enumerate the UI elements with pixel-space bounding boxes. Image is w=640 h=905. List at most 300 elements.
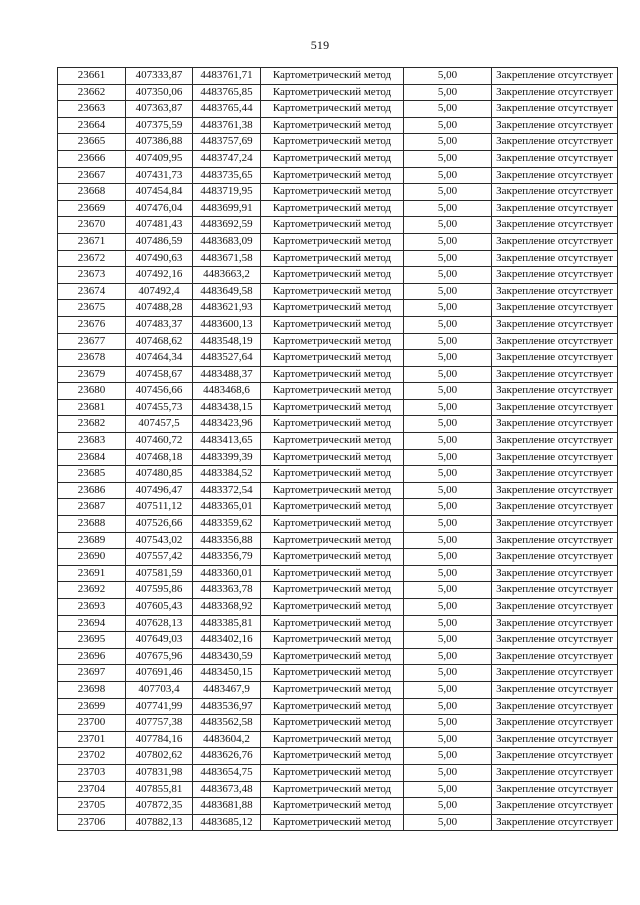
point-number-cell: 23688	[58, 516, 126, 533]
point-number-cell: 23680	[58, 383, 126, 400]
y-coordinate-cell: 4483626,76	[193, 748, 261, 765]
error-cell: 5,00	[404, 482, 492, 499]
point-number-cell: 23681	[58, 399, 126, 416]
y-coordinate-cell: 4483761,38	[193, 117, 261, 134]
method-cell: Картометрический метод	[261, 648, 404, 665]
fixation-cell: Закрепление отсутствует	[492, 383, 618, 400]
point-number-cell: 23683	[58, 433, 126, 450]
fixation-cell: Закрепление отсутствует	[492, 599, 618, 616]
fixation-cell: Закрепление отсутствует	[492, 217, 618, 234]
point-number-cell: 23698	[58, 681, 126, 698]
error-cell: 5,00	[404, 449, 492, 466]
error-cell: 5,00	[404, 681, 492, 698]
point-number-cell: 23704	[58, 781, 126, 798]
point-number-cell: 23699	[58, 698, 126, 715]
fixation-cell: Закрепление отсутствует	[492, 134, 618, 151]
x-coordinate-cell: 407455,73	[126, 399, 193, 416]
table-row	[58, 582, 618, 599]
point-number-cell: 23692	[58, 582, 126, 599]
method-cell: Картометрический метод	[261, 101, 404, 118]
fixation-cell: Закрепление отсутствует	[492, 665, 618, 682]
table-row	[58, 433, 618, 450]
y-coordinate-cell: 4483360,01	[193, 565, 261, 582]
fixation-cell: Закрепление отсутствует	[492, 350, 618, 367]
error-cell: 5,00	[404, 333, 492, 350]
y-coordinate-cell: 4483365,01	[193, 499, 261, 516]
method-cell: Картометрический метод	[261, 764, 404, 781]
method-cell: Картометрический метод	[261, 615, 404, 632]
method-cell: Картометрический метод	[261, 200, 404, 217]
table-row	[58, 316, 618, 333]
point-number-cell: 23687	[58, 499, 126, 516]
method-cell: Картометрический метод	[261, 184, 404, 201]
error-cell: 5,00	[404, 117, 492, 134]
point-number-cell: 23701	[58, 731, 126, 748]
method-cell: Картометрический метод	[261, 665, 404, 682]
fixation-cell: Закрепление отсутствует	[492, 84, 618, 101]
x-coordinate-cell: 407872,35	[126, 798, 193, 815]
point-number-cell: 23663	[58, 101, 126, 118]
error-cell: 5,00	[404, 532, 492, 549]
point-number-cell: 23664	[58, 117, 126, 134]
y-coordinate-cell: 4483438,15	[193, 399, 261, 416]
point-number-cell: 23686	[58, 482, 126, 499]
table-row	[58, 134, 618, 151]
method-cell: Картометрический метод	[261, 316, 404, 333]
error-cell: 5,00	[404, 433, 492, 450]
point-number-cell: 23700	[58, 715, 126, 732]
method-cell: Картометрический метод	[261, 698, 404, 715]
fixation-cell: Закрепление отсутствует	[492, 300, 618, 317]
fixation-cell: Закрепление отсутствует	[492, 516, 618, 533]
method-cell: Картометрический метод	[261, 748, 404, 765]
x-coordinate-cell: 407488,28	[126, 300, 193, 317]
table-row	[58, 366, 618, 383]
fixation-cell: Закрепление отсутствует	[492, 150, 618, 167]
table-row	[58, 200, 618, 217]
point-number-cell: 23665	[58, 134, 126, 151]
fixation-cell: Закрепление отсутствует	[492, 267, 618, 284]
error-cell: 5,00	[404, 814, 492, 831]
error-cell: 5,00	[404, 731, 492, 748]
fixation-cell: Закрепление отсутствует	[492, 167, 618, 184]
y-coordinate-cell: 4483430,59	[193, 648, 261, 665]
table-row	[58, 764, 618, 781]
error-cell: 5,00	[404, 300, 492, 317]
error-cell: 5,00	[404, 499, 492, 516]
method-cell: Картометрический метод	[261, 632, 404, 649]
fixation-cell: Закрепление отсутствует	[492, 233, 618, 250]
x-coordinate-cell: 407409,95	[126, 150, 193, 167]
error-cell: 5,00	[404, 565, 492, 582]
method-cell: Картометрический метод	[261, 449, 404, 466]
error-cell: 5,00	[404, 466, 492, 483]
method-cell: Картометрический метод	[261, 68, 404, 85]
fixation-cell: Закрепление отсутствует	[492, 532, 618, 549]
method-cell: Картометрический метод	[261, 582, 404, 599]
table-row	[58, 698, 618, 715]
x-coordinate-cell: 407741,99	[126, 698, 193, 715]
fixation-cell: Закрепление отсутствует	[492, 184, 618, 201]
x-coordinate-cell: 407649,03	[126, 632, 193, 649]
fixation-cell: Закрепление отсутствует	[492, 68, 618, 85]
x-coordinate-cell: 407468,62	[126, 333, 193, 350]
point-number-cell: 23690	[58, 549, 126, 566]
x-coordinate-cell: 407481,43	[126, 217, 193, 234]
point-number-cell: 23675	[58, 300, 126, 317]
fixation-cell: Закрепление отсутствует	[492, 482, 618, 499]
fixation-cell: Закрепление отсутствует	[492, 615, 618, 632]
method-cell: Картометрический метод	[261, 499, 404, 516]
table-row	[58, 482, 618, 499]
x-coordinate-cell: 407581,59	[126, 565, 193, 582]
method-cell: Картометрический метод	[261, 366, 404, 383]
error-cell: 5,00	[404, 399, 492, 416]
x-coordinate-cell: 407363,87	[126, 101, 193, 118]
y-coordinate-cell: 4483359,62	[193, 516, 261, 533]
method-cell: Картометрический метод	[261, 399, 404, 416]
fixation-cell: Закрепление отсутствует	[492, 798, 618, 815]
table-row	[58, 532, 618, 549]
x-coordinate-cell: 407511,12	[126, 499, 193, 516]
table-row	[58, 68, 618, 85]
x-coordinate-cell: 407480,85	[126, 466, 193, 483]
point-number-cell: 23673	[58, 267, 126, 284]
error-cell: 5,00	[404, 84, 492, 101]
error-cell: 5,00	[404, 764, 492, 781]
x-coordinate-cell: 407492,4	[126, 283, 193, 300]
method-cell: Картометрический метод	[261, 516, 404, 533]
point-number-cell: 23667	[58, 167, 126, 184]
y-coordinate-cell: 4483423,96	[193, 416, 261, 433]
error-cell: 5,00	[404, 698, 492, 715]
y-coordinate-cell: 4483757,69	[193, 134, 261, 151]
x-coordinate-cell: 407526,66	[126, 516, 193, 533]
error-cell: 5,00	[404, 150, 492, 167]
error-cell: 5,00	[404, 582, 492, 599]
fixation-cell: Закрепление отсутствует	[492, 648, 618, 665]
x-coordinate-cell: 407691,46	[126, 665, 193, 682]
point-number-cell: 23694	[58, 615, 126, 632]
error-cell: 5,00	[404, 217, 492, 234]
y-coordinate-cell: 4483685,12	[193, 814, 261, 831]
table-row	[58, 599, 618, 616]
point-number-cell: 23662	[58, 84, 126, 101]
coordinates-table	[57, 67, 618, 831]
method-cell: Картометрический метод	[261, 466, 404, 483]
y-coordinate-cell: 4483356,88	[193, 532, 261, 549]
table-row	[58, 781, 618, 798]
y-coordinate-cell: 4483681,88	[193, 798, 261, 815]
fixation-cell: Закрепление отсутствует	[492, 748, 618, 765]
fixation-cell: Закрепление отсутствует	[492, 698, 618, 715]
x-coordinate-cell: 407757,38	[126, 715, 193, 732]
table-row	[58, 814, 618, 831]
x-coordinate-cell: 407855,81	[126, 781, 193, 798]
x-coordinate-cell: 407386,88	[126, 134, 193, 151]
table-row	[58, 665, 618, 682]
table-row	[58, 117, 618, 134]
fixation-cell: Закрепление отсутствует	[492, 250, 618, 267]
point-number-cell: 23685	[58, 466, 126, 483]
fixation-cell: Закрепление отсутствует	[492, 565, 618, 582]
error-cell: 5,00	[404, 101, 492, 118]
x-coordinate-cell: 407468,18	[126, 449, 193, 466]
error-cell: 5,00	[404, 68, 492, 85]
error-cell: 5,00	[404, 267, 492, 284]
y-coordinate-cell: 4483671,58	[193, 250, 261, 267]
error-cell: 5,00	[404, 316, 492, 333]
method-cell: Картометрический метод	[261, 350, 404, 367]
point-number-cell: 23672	[58, 250, 126, 267]
point-number-cell: 23671	[58, 233, 126, 250]
table-row	[58, 615, 618, 632]
point-number-cell: 23682	[58, 416, 126, 433]
method-cell: Картометрический метод	[261, 482, 404, 499]
x-coordinate-cell: 407831,98	[126, 764, 193, 781]
x-coordinate-cell: 407456,66	[126, 383, 193, 400]
page-number: 519	[310, 38, 330, 52]
fixation-cell: Закрепление отсутствует	[492, 731, 618, 748]
x-coordinate-cell: 407595,86	[126, 582, 193, 599]
error-cell: 5,00	[404, 250, 492, 267]
table-row	[58, 466, 618, 483]
error-cell: 5,00	[404, 184, 492, 201]
fixation-cell: Закрепление отсутствует	[492, 117, 618, 134]
x-coordinate-cell: 407605,43	[126, 599, 193, 616]
y-coordinate-cell: 4483468,6	[193, 383, 261, 400]
table-row	[58, 184, 618, 201]
y-coordinate-cell: 4483761,71	[193, 68, 261, 85]
error-cell: 5,00	[404, 134, 492, 151]
fixation-cell: Закрепление отсутствует	[492, 101, 618, 118]
method-cell: Картометрический метод	[261, 134, 404, 151]
error-cell: 5,00	[404, 167, 492, 184]
method-cell: Картометрический метод	[261, 433, 404, 450]
table-row	[58, 383, 618, 400]
y-coordinate-cell: 4483654,75	[193, 764, 261, 781]
x-coordinate-cell: 407460,72	[126, 433, 193, 450]
x-coordinate-cell: 407492,16	[126, 267, 193, 284]
table-row	[58, 516, 618, 533]
table-row	[58, 217, 618, 234]
error-cell: 5,00	[404, 781, 492, 798]
error-cell: 5,00	[404, 200, 492, 217]
error-cell: 5,00	[404, 798, 492, 815]
y-coordinate-cell: 4483699,91	[193, 200, 261, 217]
point-number-cell: 23679	[58, 366, 126, 383]
y-coordinate-cell: 4483621,93	[193, 300, 261, 317]
y-coordinate-cell: 4483527,64	[193, 350, 261, 367]
y-coordinate-cell: 4483692,59	[193, 217, 261, 234]
point-number-cell: 23703	[58, 764, 126, 781]
method-cell: Картометрический метод	[261, 117, 404, 134]
point-number-cell: 23691	[58, 565, 126, 582]
error-cell: 5,00	[404, 665, 492, 682]
method-cell: Картометрический метод	[261, 681, 404, 698]
table-row	[58, 350, 618, 367]
table-row	[58, 798, 618, 815]
table-row	[58, 681, 618, 698]
fixation-cell: Закрепление отсутствует	[492, 333, 618, 350]
fixation-cell: Закрепление отсутствует	[492, 781, 618, 798]
error-cell: 5,00	[404, 416, 492, 433]
table-row	[58, 632, 618, 649]
table-row	[58, 416, 618, 433]
x-coordinate-cell: 407454,84	[126, 184, 193, 201]
table-row	[58, 499, 618, 516]
error-cell: 5,00	[404, 632, 492, 649]
y-coordinate-cell: 4483363,78	[193, 582, 261, 599]
error-cell: 5,00	[404, 715, 492, 732]
x-coordinate-cell: 407333,87	[126, 68, 193, 85]
y-coordinate-cell: 4483649,58	[193, 283, 261, 300]
table-row	[58, 250, 618, 267]
method-cell: Картометрический метод	[261, 565, 404, 582]
point-number-cell: 23674	[58, 283, 126, 300]
y-coordinate-cell: 4483385,81	[193, 615, 261, 632]
method-cell: Картометрический метод	[261, 383, 404, 400]
error-cell: 5,00	[404, 516, 492, 533]
table-row	[58, 748, 618, 765]
error-cell: 5,00	[404, 599, 492, 616]
point-number-cell: 23676	[58, 316, 126, 333]
method-cell: Картометрический метод	[261, 532, 404, 549]
coordinates-table-body	[58, 68, 618, 831]
method-cell: Картометрический метод	[261, 798, 404, 815]
method-cell: Картометрический метод	[261, 781, 404, 798]
y-coordinate-cell: 4483765,44	[193, 101, 261, 118]
x-coordinate-cell: 407464,34	[126, 350, 193, 367]
fixation-cell: Закрепление отсутствует	[492, 399, 618, 416]
y-coordinate-cell: 4483600,13	[193, 316, 261, 333]
method-cell: Картометрический метод	[261, 814, 404, 831]
table-row	[58, 267, 618, 284]
y-coordinate-cell: 4483604,2	[193, 731, 261, 748]
y-coordinate-cell: 4483663,2	[193, 267, 261, 284]
x-coordinate-cell: 407802,62	[126, 748, 193, 765]
point-number-cell: 23669	[58, 200, 126, 217]
table-row	[58, 283, 618, 300]
error-cell: 5,00	[404, 648, 492, 665]
fixation-cell: Закрепление отсутствует	[492, 632, 618, 649]
y-coordinate-cell: 4483402,16	[193, 632, 261, 649]
error-cell: 5,00	[404, 233, 492, 250]
x-coordinate-cell: 407483,37	[126, 316, 193, 333]
x-coordinate-cell: 407675,96	[126, 648, 193, 665]
error-cell: 5,00	[404, 283, 492, 300]
y-coordinate-cell: 4483719,95	[193, 184, 261, 201]
fixation-cell: Закрепление отсутствует	[492, 582, 618, 599]
method-cell: Картометрический метод	[261, 217, 404, 234]
point-number-cell: 23668	[58, 184, 126, 201]
method-cell: Картометрический метод	[261, 150, 404, 167]
fixation-cell: Закрепление отсутствует	[492, 814, 618, 831]
table-row	[58, 715, 618, 732]
x-coordinate-cell: 407557,42	[126, 549, 193, 566]
fixation-cell: Закрепление отсутствует	[492, 549, 618, 566]
x-coordinate-cell: 407486,59	[126, 233, 193, 250]
table-row	[58, 150, 618, 167]
method-cell: Картометрический метод	[261, 250, 404, 267]
x-coordinate-cell: 407628,13	[126, 615, 193, 632]
y-coordinate-cell: 4483413,65	[193, 433, 261, 450]
table-row	[58, 84, 618, 101]
table-row	[58, 300, 618, 317]
point-number-cell: 23689	[58, 532, 126, 549]
table-row	[58, 565, 618, 582]
point-number-cell: 23705	[58, 798, 126, 815]
x-coordinate-cell: 407350,06	[126, 84, 193, 101]
method-cell: Картометрический метод	[261, 599, 404, 616]
x-coordinate-cell: 407496,47	[126, 482, 193, 499]
point-number-cell: 23696	[58, 648, 126, 665]
y-coordinate-cell: 4483735,65	[193, 167, 261, 184]
y-coordinate-cell: 4483747,24	[193, 150, 261, 167]
method-cell: Картометрический метод	[261, 416, 404, 433]
x-coordinate-cell: 407431,73	[126, 167, 193, 184]
method-cell: Картометрический метод	[261, 731, 404, 748]
table-row	[58, 648, 618, 665]
y-coordinate-cell: 4483536,97	[193, 698, 261, 715]
fixation-cell: Закрепление отсутствует	[492, 416, 618, 433]
y-coordinate-cell: 4483450,15	[193, 665, 261, 682]
y-coordinate-cell: 4483399,39	[193, 449, 261, 466]
fixation-cell: Закрепление отсутствует	[492, 200, 618, 217]
table-row	[58, 233, 618, 250]
method-cell: Картометрический метод	[261, 715, 404, 732]
y-coordinate-cell: 4483372,54	[193, 482, 261, 499]
point-number-cell: 23684	[58, 449, 126, 466]
method-cell: Картометрический метод	[261, 233, 404, 250]
method-cell: Картометрический метод	[261, 283, 404, 300]
point-number-cell: 23702	[58, 748, 126, 765]
y-coordinate-cell: 4483548,19	[193, 333, 261, 350]
x-coordinate-cell: 407490,63	[126, 250, 193, 267]
y-coordinate-cell: 4483765,85	[193, 84, 261, 101]
fixation-cell: Закрепление отсутствует	[492, 366, 618, 383]
table-row	[58, 399, 618, 416]
fixation-cell: Закрепление отсутствует	[492, 499, 618, 516]
point-number-cell: 23706	[58, 814, 126, 831]
fixation-cell: Закрепление отсутствует	[492, 316, 618, 333]
y-coordinate-cell: 4483356,79	[193, 549, 261, 566]
error-cell: 5,00	[404, 383, 492, 400]
y-coordinate-cell: 4483673,48	[193, 781, 261, 798]
y-coordinate-cell: 4483488,37	[193, 366, 261, 383]
x-coordinate-cell: 407476,04	[126, 200, 193, 217]
x-coordinate-cell: 407703,4	[126, 681, 193, 698]
method-cell: Картометрический метод	[261, 167, 404, 184]
method-cell: Картометрический метод	[261, 300, 404, 317]
y-coordinate-cell: 4483562,58	[193, 715, 261, 732]
x-coordinate-cell: 407543,02	[126, 532, 193, 549]
error-cell: 5,00	[404, 366, 492, 383]
table-row	[58, 549, 618, 566]
x-coordinate-cell: 407457,5	[126, 416, 193, 433]
point-number-cell: 23678	[58, 350, 126, 367]
table-row	[58, 449, 618, 466]
y-coordinate-cell: 4483683,09	[193, 233, 261, 250]
point-number-cell: 23661	[58, 68, 126, 85]
fixation-cell: Закрепление отсутствует	[492, 764, 618, 781]
point-number-cell: 23693	[58, 599, 126, 616]
point-number-cell: 23697	[58, 665, 126, 682]
table-row	[58, 167, 618, 184]
table-row	[58, 731, 618, 748]
fixation-cell: Закрепление отсутствует	[492, 466, 618, 483]
fixation-cell: Закрепление отсутствует	[492, 715, 618, 732]
